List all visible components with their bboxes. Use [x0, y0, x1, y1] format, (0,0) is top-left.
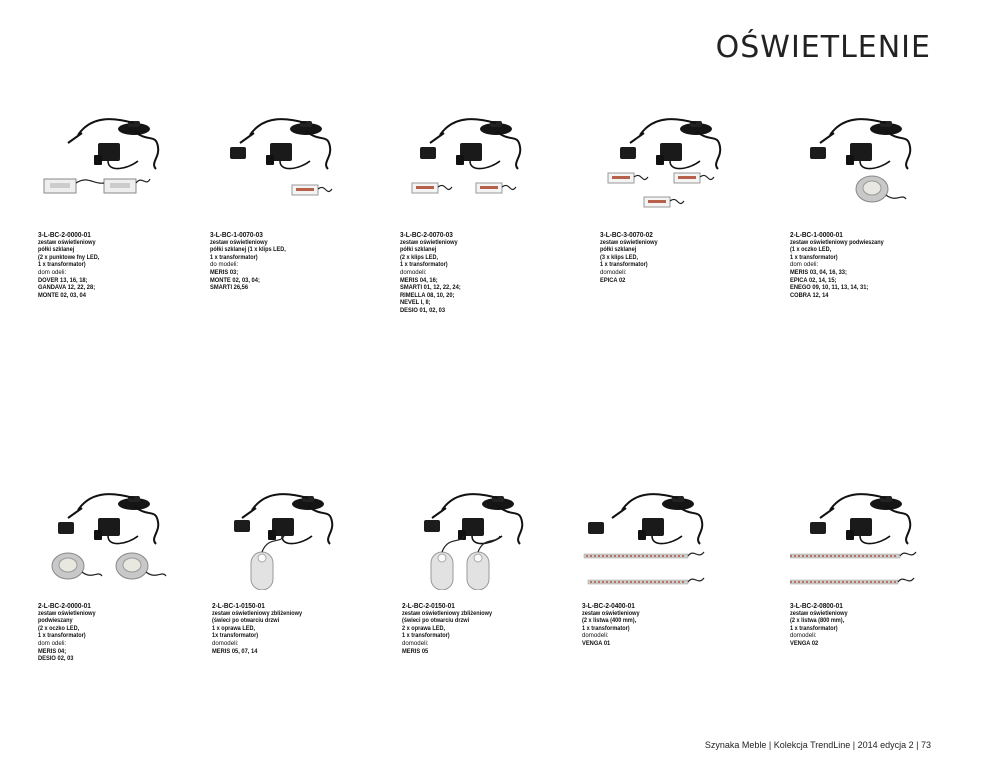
compatible-model-line: NEVEL I, II; [400, 299, 431, 307]
product-info [582, 602, 717, 648]
compatible-models-label: do modeli: [210, 261, 239, 269]
compatible-models-label: domodeli: [400, 268, 427, 276]
product-photo [582, 478, 732, 590]
product-photo [210, 103, 360, 215]
compatible-model-line: MERIS 05, 07, 14 [212, 647, 258, 655]
product-info [212, 602, 347, 655]
product-card [38, 103, 188, 299]
compatible-models-label: domodeli: [600, 268, 627, 276]
product-photo-drawing [790, 103, 940, 215]
product-description-line: 1 x transformator) [402, 632, 450, 640]
product-info [400, 231, 535, 315]
product-description-line: zestaw oświetleniowy [38, 238, 96, 246]
product-card [790, 478, 940, 648]
compatible-model-line: MERIS 03; [210, 268, 239, 276]
product-code: 2-L-BC-1-0150-01 [212, 601, 265, 610]
compatible-models-label: dom odeli: [38, 268, 67, 276]
compatible-model-line: EPICA 02, 14, 15; [790, 276, 837, 284]
product-card [400, 103, 550, 315]
compatible-model-line: DESIO 01, 02, 03 [400, 306, 446, 314]
product-photo-drawing [402, 478, 552, 590]
product-info [790, 231, 925, 299]
product-info [210, 231, 345, 292]
product-description-line: zestaw oświetleniowy zbliżeniowy [212, 609, 303, 617]
product-photo-drawing [210, 103, 360, 215]
product-photo-drawing [38, 478, 188, 590]
product-card [38, 478, 188, 663]
compatible-model-line: DESIO 02, 03 [38, 655, 74, 663]
product-card [212, 478, 362, 655]
product-photo [38, 478, 188, 590]
product-photo [790, 103, 940, 215]
product-description-line: zestaw oświetleniowy [600, 238, 658, 246]
page-footer: Szynaka Meble | Kolekcja TrendLine | 2014 edycja 2 | 73 [704, 740, 931, 750]
product-code: 3-L-BC-1-0070-03 [210, 230, 263, 239]
product-description-line: 1x transformator) [212, 632, 259, 640]
compatible-models-label: dom odeli: [790, 261, 819, 269]
compatible-models-label: dom odeli: [38, 639, 67, 647]
product-description-line: 1 x transformator) [582, 624, 630, 632]
product-description-line: 1 x transformator) [38, 632, 86, 640]
product-card [210, 103, 360, 292]
product-description-line: półki szklanej (1 x klips LED, [210, 246, 286, 254]
product-description-line: (2 x listwa (800 mm), [790, 617, 845, 625]
product-description-line: zestaw oświetleniowy zbliżeniowy [402, 609, 493, 617]
compatible-models-label: domodeli: [790, 632, 817, 640]
compatible-models-label: domodeli: [402, 639, 429, 647]
product-description-line: 1 x transformator) [210, 253, 258, 261]
product-code: 3-L-BC-3-0070-02 [600, 230, 653, 239]
product-description-line: (świeci po otwarciu drzwi [402, 617, 470, 625]
product-code: 2-L-BC-2-0150-01 [402, 601, 455, 610]
compatible-model-line: GANDAVA 12, 22, 28; [38, 284, 96, 292]
product-info [38, 231, 173, 299]
compatible-model-line: EPICA 02 [600, 276, 626, 284]
product-photo-drawing [582, 478, 732, 590]
compatible-model-line: SMARTI 01, 12, 22, 24; [400, 284, 461, 292]
product-photo [400, 103, 550, 215]
product-photo-drawing [790, 478, 940, 590]
product-info [402, 602, 537, 655]
product-description-line: zestaw oświetleniowy [790, 609, 848, 617]
compatible-model-line: VENGA 02 [790, 639, 819, 647]
compatible-model-line: MONTE 02, 03, 04 [38, 291, 86, 299]
product-code: 3-L-BC-2-0400-01 [582, 601, 635, 610]
product-description-line: podwieszany [38, 617, 73, 625]
product-code: 3-L-BC-2-0000-01 [38, 230, 91, 239]
product-description-line: zestaw oświetleniowy [210, 238, 268, 246]
product-photo [38, 103, 188, 215]
product-description-line: zestaw oświetleniowy [38, 609, 96, 617]
product-info [38, 602, 173, 663]
product-photo [790, 478, 940, 590]
product-description-line: (2 x oczko LED, [38, 624, 80, 632]
product-photo-drawing [400, 103, 550, 215]
compatible-model-line: MONTE 02, 03, 04; [210, 276, 260, 284]
product-photo [402, 478, 552, 590]
product-description-line: półki szklanej [600, 246, 637, 254]
product-photo [600, 103, 750, 215]
product-description-line: (1 x oczko LED, [790, 246, 832, 254]
compatible-model-line: MERIS 04, 16; [400, 276, 438, 284]
product-description-line: 1 x oprawa LED, [212, 624, 256, 632]
product-info [600, 231, 735, 284]
product-description-line: (2 x punktowe fny LED, [38, 253, 100, 261]
product-description-line: zestaw oświetleniowy [400, 238, 458, 246]
product-description-line: (3 x klips LED, [600, 253, 639, 261]
compatible-model-line: VENGA 01 [582, 639, 611, 647]
compatible-models-label: domodeli: [212, 639, 239, 647]
product-code: 2-L-BC-1-0000-01 [790, 230, 843, 239]
product-description-line: (2 x klips LED, [400, 253, 439, 261]
product-info [790, 602, 925, 648]
product-description-line: 1 x transformator) [38, 261, 86, 269]
product-card [600, 103, 750, 284]
compatible-model-line: MERIS 04; [38, 647, 67, 655]
product-code: 3-L-BC-2-0800-01 [790, 601, 843, 610]
product-photo-drawing [212, 478, 362, 590]
product-description-line: zestaw oświetleniowy podwieszany [790, 238, 884, 246]
product-description-line: 1 x transformator) [790, 253, 838, 261]
product-card [582, 478, 732, 648]
product-description-line: zestaw oświetleniowy [582, 609, 640, 617]
compatible-model-line: SMARTI 26,56 [210, 284, 249, 292]
page-title: OŚWIETLENIE [715, 30, 931, 65]
product-description-line: 2 x oprawa LED, [402, 624, 446, 632]
product-code: 2-L-BC-2-0000-01 [38, 601, 91, 610]
product-photo-drawing [38, 103, 188, 215]
product-description-line: (2 x listwa (400 mm), [582, 617, 637, 625]
product-description-line: półki szklanej [400, 246, 437, 254]
product-card [402, 478, 552, 655]
product-description-line: (świeci po otwarciu drzwi [212, 617, 280, 625]
compatible-model-line: MERIS 03, 04, 16, 33; [790, 268, 847, 276]
product-description-line: 1 x transformator) [790, 624, 838, 632]
compatible-model-line: DOVER 13, 16, 18; [38, 276, 88, 284]
product-photo-drawing [600, 103, 750, 215]
compatible-model-line: RIMELLA 08, 10, 20; [400, 291, 455, 299]
product-code: 3-L-BC-2-0070-03 [400, 230, 453, 239]
compatible-models-label: domodeli: [582, 632, 609, 640]
product-card [790, 103, 940, 299]
product-description-line: 1 x transformator) [400, 261, 448, 269]
compatible-model-line: ENEGO 09, 10, 11, 13, 14, 31; [790, 284, 869, 292]
compatible-model-line: COBRA 12, 14 [790, 291, 829, 299]
product-description-line: półki szklanej [38, 246, 75, 254]
product-photo [212, 478, 362, 590]
compatible-model-line: MERIS 05 [402, 647, 429, 655]
product-description-line: 1 x transformator) [600, 261, 648, 269]
